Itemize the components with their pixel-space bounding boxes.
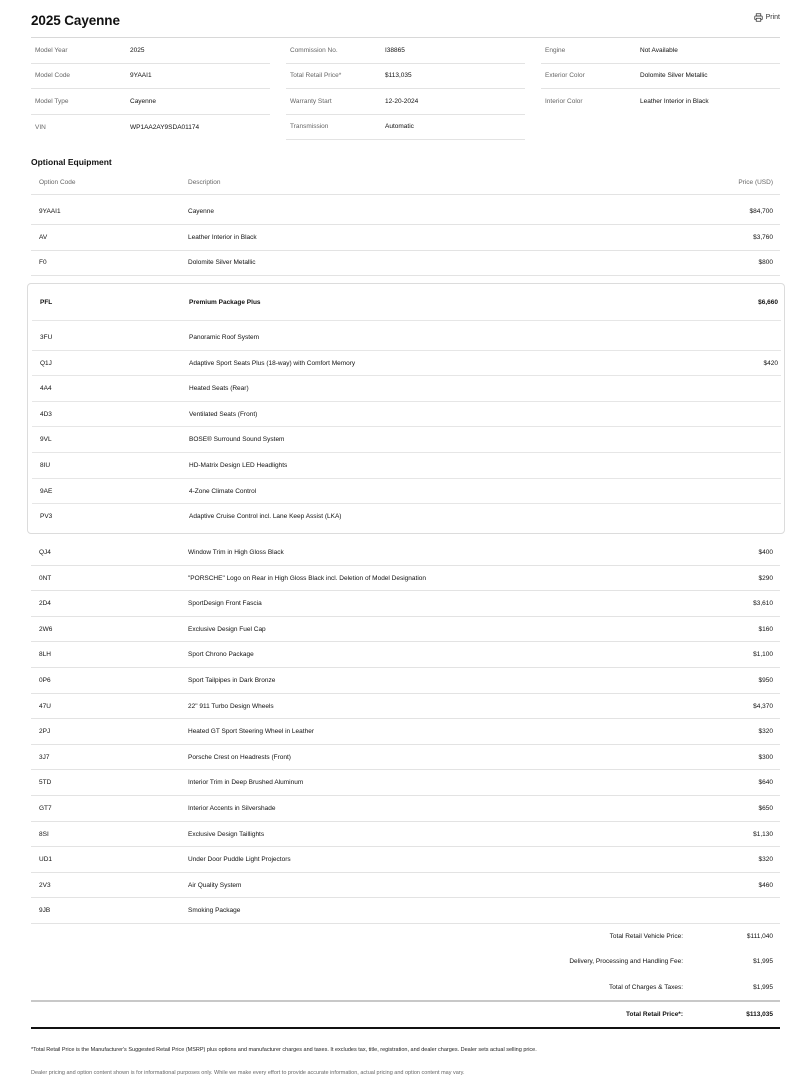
option-description: Window Trim in High Gloss Black — [188, 549, 284, 556]
option-code: 9YAAI1 — [39, 208, 61, 215]
totals-divider — [31, 1000, 780, 1002]
option-description: 22" 911 Turbo Design Wheels — [188, 702, 274, 710]
option-price: $3,610 — [753, 600, 773, 608]
column-header-price: Price (USD) — [738, 179, 773, 186]
option-price: $3,760 — [753, 234, 773, 241]
table-row — [31, 770, 780, 796]
table-row — [31, 796, 780, 822]
option-description: Premium Package Plus — [189, 299, 261, 306]
option-description: Under Door Puddle Light Projectors — [188, 856, 291, 864]
spec-value: Not Available — [640, 46, 678, 54]
option-code: 8LH — [39, 651, 51, 659]
spec-value: Leather Interior in Black — [640, 98, 709, 106]
option-description: Heated GT Sport Steering Wheel in Leather — [188, 728, 314, 736]
option-price: $1,130 — [753, 830, 773, 838]
spec-label: Model Code — [35, 72, 71, 80]
option-price: $1,100 — [753, 651, 773, 659]
table-row — [31, 566, 780, 592]
option-description: Panoramic Roof System — [189, 334, 260, 341]
option-description: Leather Interior in Black — [188, 234, 257, 241]
spec-label: Total Retail Price* — [290, 72, 342, 80]
option-code: AV — [39, 234, 48, 241]
table-row — [31, 199, 780, 225]
option-code: 47U — [39, 702, 51, 710]
table-row — [31, 745, 780, 771]
spec-label: VIN — [35, 123, 46, 131]
spec-value: I38865 — [385, 46, 405, 54]
option-code: 4A4 — [40, 385, 52, 393]
option-description: Cayenne — [188, 208, 215, 215]
spec-value: 2025 — [130, 46, 145, 54]
package-header-row — [32, 284, 781, 321]
package-item-row — [32, 453, 781, 479]
spec-row — [31, 64, 270, 90]
option-description: HD-Matrix Design LED Headlights — [189, 462, 288, 469]
spec-value: Automatic — [385, 123, 414, 131]
spec-column-3 — [541, 38, 780, 115]
option-description: Smoking Package — [188, 907, 241, 915]
option-description: Dolomite Silver Metallic — [188, 259, 256, 266]
option-price: $320 — [758, 728, 773, 736]
total-value: $1,995 — [753, 984, 773, 991]
printer-icon — [754, 13, 763, 22]
package-item-row — [32, 479, 781, 505]
option-code: UD1 — [39, 856, 53, 864]
table-row — [31, 873, 780, 899]
option-price: $800 — [758, 259, 773, 266]
option-code: 2V3 — [39, 881, 51, 889]
option-price: $300 — [758, 753, 773, 761]
option-code: 8IU — [40, 462, 51, 469]
print-button[interactable] — [754, 13, 780, 22]
spec-row — [31, 38, 270, 64]
option-code: 2W6 — [39, 625, 53, 633]
option-code: PFL — [40, 299, 53, 306]
column-header-code: Option Code — [39, 179, 76, 186]
section-title: Optional Equipment — [31, 157, 112, 167]
option-price: $84,700 — [749, 208, 773, 215]
table-row — [31, 540, 780, 566]
option-code: 2PJ — [39, 728, 51, 736]
total-row — [383, 984, 773, 991]
spec-value: Cayenne — [130, 97, 157, 105]
option-code: 8SI — [39, 830, 49, 838]
option-price: $650 — [758, 805, 773, 812]
option-description: Porsche Crest on Headrests (Front) — [188, 753, 291, 761]
option-description: Exclusive Design Fuel Cap — [188, 625, 266, 633]
spec-label: Model Year — [35, 46, 68, 54]
option-description: Air Quality System — [188, 881, 242, 889]
table-row — [31, 822, 780, 848]
spec-row — [286, 38, 525, 64]
spec-label: Commission No. — [290, 46, 338, 54]
option-code: 0P6 — [39, 677, 51, 684]
total-row — [383, 933, 773, 940]
total-row — [383, 958, 773, 965]
option-price: $640 — [758, 779, 773, 787]
package-item-row — [32, 351, 781, 377]
total-label: Delivery, Processing and Handling Fee: — [569, 958, 683, 965]
option-description: 4-Zone Climate Control — [189, 487, 257, 495]
option-description: Sport Chrono Package — [188, 651, 254, 659]
total-value: $111,040 — [746, 933, 773, 940]
print-label: Print — [765, 14, 780, 21]
table-row — [31, 847, 780, 873]
spec-label: Interior Color — [545, 98, 583, 106]
spec-row — [286, 64, 525, 90]
spec-value: 9YAAI1 — [130, 72, 152, 80]
total-value: $1,995 — [753, 958, 773, 965]
option-price: $320 — [758, 856, 773, 864]
option-code: 9AE — [40, 487, 53, 495]
package-item-row — [32, 376, 781, 402]
spec-value: 12-20-2024 — [385, 97, 419, 105]
option-code: GT7 — [39, 805, 52, 812]
package-item-row — [32, 325, 781, 351]
package-item-row — [32, 402, 781, 428]
page-title: 2025 Cayenne — [31, 13, 120, 28]
option-description: Adaptive Sport Seats Plus (18-way) with Comfort Memory — [189, 359, 356, 367]
grand-total-label: Total Retail Price*: — [626, 1011, 683, 1018]
table-row — [31, 225, 780, 251]
spec-label: Transmission — [290, 123, 329, 131]
spec-row — [286, 89, 525, 115]
table-row — [31, 617, 780, 643]
option-description: Heated Seats (Rear) — [189, 385, 249, 393]
spec-value: Dolomite Silver Metallic — [640, 72, 708, 80]
spec-row — [31, 89, 270, 115]
spec-row — [541, 89, 780, 115]
table-row — [31, 668, 780, 694]
table-row — [31, 591, 780, 617]
spec-row — [286, 115, 525, 141]
option-description: Sport Tailpipes in Dark Bronze — [188, 677, 276, 684]
option-code: 2D4 — [39, 600, 51, 608]
footnote: *Total Retail Price is the Manufacturer's Suggested Retail Price (MSRP) plus options and manufacturer charges and taxes. It excludes tax, title, registration, and dealer charges. Dealer sets actual selling price. — [31, 1047, 537, 1053]
option-code: 9VL — [40, 436, 52, 444]
package-item-row — [32, 504, 781, 530]
option-code: 4D3 — [40, 410, 52, 418]
option-code: 5TD — [39, 779, 52, 787]
option-description: "PORSCHE" Logo on Rear in High Gloss Black incl. Deletion of Model Designation — [188, 574, 427, 582]
spec-label: Model Type — [35, 97, 69, 105]
option-description: Exclusive Design Taillights — [188, 830, 265, 838]
table-header — [31, 170, 780, 195]
option-price: $400 — [758, 549, 773, 556]
option-price: $6,660 — [758, 299, 778, 306]
spec-row — [541, 38, 780, 64]
package-item-row — [32, 427, 781, 453]
spec-column-2 — [286, 38, 525, 140]
option-price: $290 — [758, 574, 773, 582]
option-description: Interior Accents in Silvershade — [188, 805, 276, 812]
spec-column-1 — [31, 38, 270, 140]
option-code: QJ4 — [39, 549, 51, 556]
table-row — [31, 250, 780, 276]
table-row — [31, 719, 780, 745]
package-group — [27, 283, 785, 534]
option-description: BOSE® Surround Sound System — [189, 436, 285, 444]
option-price: $4,370 — [753, 702, 773, 710]
option-description: Interior Trim in Deep Brushed Aluminum — [188, 779, 304, 787]
spec-value: $113,035 — [385, 72, 412, 80]
column-header-description: Description — [188, 179, 221, 186]
spec-row — [31, 115, 270, 141]
grand-total-divider — [31, 1027, 780, 1029]
spec-label: Warranty Start — [290, 97, 332, 105]
spec-value: WP1AA2AY9SDA01174 — [130, 123, 200, 131]
option-code: 0NT — [39, 574, 52, 582]
option-price: $420 — [763, 359, 778, 367]
option-code: 9JB — [39, 907, 51, 915]
total-label: Total of Charges & Taxes: — [609, 984, 683, 991]
option-code: 3J7 — [39, 753, 50, 761]
option-code: F0 — [39, 259, 47, 266]
spec-row — [541, 64, 780, 90]
table-row — [31, 694, 780, 720]
table-row — [31, 898, 780, 924]
grand-total-value: $113,035 — [746, 1011, 773, 1018]
option-description: SportDesign Front Fascia — [188, 600, 262, 608]
total-label: Total Retail Vehicle Price: — [609, 933, 683, 940]
option-price: $460 — [758, 881, 773, 889]
option-price: $950 — [758, 677, 773, 684]
option-description: Adaptive Cruise Control incl. Lane Keep Assist (LKA) — [189, 513, 342, 521]
option-price: $160 — [758, 625, 773, 633]
grand-total-row — [383, 1011, 773, 1018]
spec-label: Exterior Color — [545, 72, 585, 80]
table-row — [31, 642, 780, 668]
option-code: Q1J — [40, 359, 52, 367]
option-code: PV3 — [40, 513, 53, 521]
option-description: Ventilated Seats (Front) — [189, 410, 258, 418]
spec-label: Engine — [545, 46, 566, 54]
option-code: 3FU — [40, 334, 53, 341]
footnote-disclaimer: Dealer pricing and option content shown is for informational purposes only. While we make every effort to provide accurate information, actual pricing and option content may vary. — [31, 1070, 465, 1076]
